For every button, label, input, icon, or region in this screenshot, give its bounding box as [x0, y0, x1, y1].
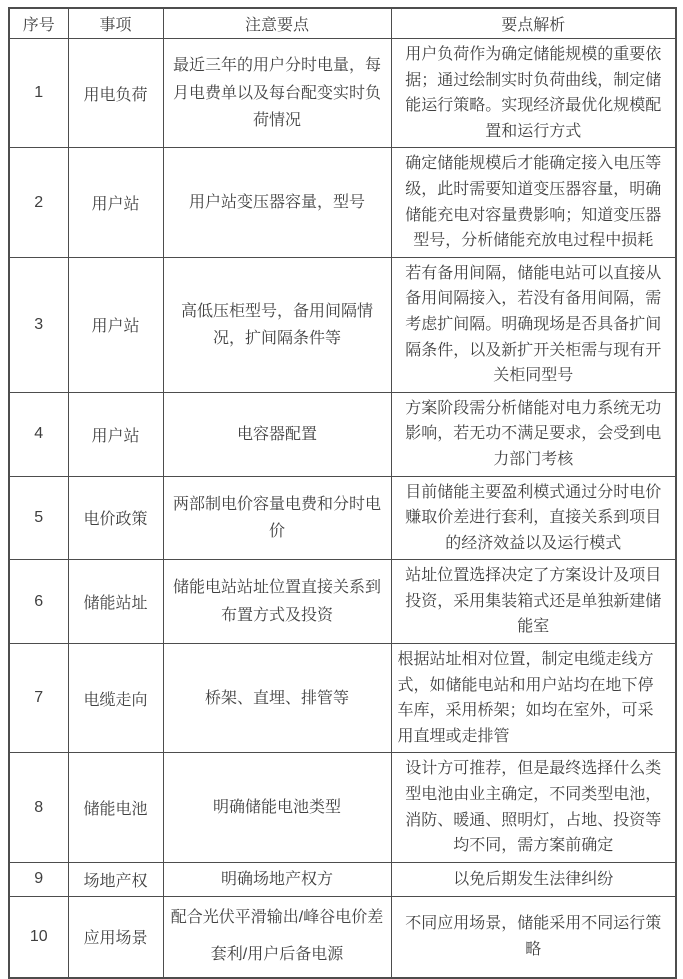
row-number-cell: 10 [9, 897, 68, 978]
header-cell-points: 注意要点 [163, 8, 391, 39]
survey-items-table [8, 7, 677, 979]
points-cell: 储能电站站址位置直接关系到布置方式及投资 [163, 560, 391, 644]
header-cell-number: 序号 [9, 8, 68, 39]
table-row [9, 476, 676, 560]
item-cell: 场地产权 [68, 862, 163, 896]
table-row [9, 897, 676, 978]
table-row [9, 39, 676, 148]
header-row [9, 8, 676, 39]
points-cell: 最近三年的用户分时电量，每月电费单以及每台配变实时负荷情况 [163, 39, 391, 148]
table-row [9, 560, 676, 644]
points-cell: 用户站变压器容量，型号 [163, 148, 391, 257]
item-cell: 应用场景 [68, 897, 163, 978]
item-cell: 储能站址 [68, 560, 163, 644]
analysis-cell: 根据站址相对位置，制定电缆走线方式，如储能电站和用户站均在地下停车库，采用桥架；如均在室外，可采用直埋或走排管 [391, 644, 676, 753]
item-cell: 电价政策 [68, 476, 163, 560]
row-number-cell: 4 [9, 392, 68, 476]
table-row [9, 392, 676, 476]
item-cell: 用电负荷 [68, 39, 163, 148]
analysis-cell: 以免后期发生法律纠纷 [391, 862, 676, 896]
table-row [9, 148, 676, 257]
points-cell: 两部制电价容量电费和分时电价 [163, 476, 391, 560]
analysis-cell: 若有备用间隔，储能电站可以直接从备用间隔接入，若没有备用间隔，需考虑扩间隔。明确现场是否具备扩间隔条件，以及新扩开关柜需与现有开关柜同型号 [391, 257, 676, 392]
row-number-cell: 5 [9, 476, 68, 560]
points-cell: 明确储能电池类型 [163, 753, 391, 862]
analysis-cell: 站址位置选择决定了方案设计及项目投资，采用集装箱式还是单独新建储能室 [391, 560, 676, 644]
row-number-cell: 2 [9, 148, 68, 257]
row-number-cell: 6 [9, 560, 68, 644]
item-cell: 用户站 [68, 257, 163, 392]
row-number-cell: 3 [9, 257, 68, 392]
analysis-cell: 目前储能主要盈利模式通过分时电价赚取价差进行套利，直接关系到项目的经济效益以及运行模式 [391, 476, 676, 560]
points-cell: 电容器配置 [163, 392, 391, 476]
table-row [9, 753, 676, 862]
row-number-cell: 1 [9, 39, 68, 148]
row-number-cell: 7 [9, 644, 68, 753]
item-cell: 储能电池 [68, 753, 163, 862]
header-cell-item: 事项 [68, 8, 163, 39]
table-row [9, 644, 676, 753]
analysis-cell: 不同应用场景，储能采用不同运行策略 [391, 897, 676, 978]
points-cell: 桥架、直埋、排管等 [163, 644, 391, 753]
item-cell: 用户站 [68, 392, 163, 476]
header-cell-analysis: 要点解析 [391, 8, 676, 39]
points-cell: 高低压柜型号，备用间隔情况，扩间隔条件等 [163, 257, 391, 392]
table-row [9, 257, 676, 392]
item-cell: 电缆走向 [68, 644, 163, 753]
row-number-cell: 9 [9, 862, 68, 896]
row-number-cell: 8 [9, 753, 68, 862]
analysis-cell: 用户负荷作为确定储能规模的重要依据；通过绘制实时负荷曲线，制定储能运行策略。实现经济最优化规模配置和运行方式 [391, 39, 676, 148]
points-cell: 明确场地产权方 [163, 862, 391, 896]
points-cell: 配合光伏平滑输出/峰谷电价差套利/用户后备电源 [163, 897, 391, 978]
analysis-cell: 确定储能规模后才能确定接入电压等级，此时需要知道变压器容量，明确储能充电对容量费影响；知道变压器型号，分析储能充放电过程中损耗 [391, 148, 676, 257]
analysis-cell: 方案阶段需分析储能对电力系统无功影响，若无功不满足要求，会受到电力部门考核 [391, 392, 676, 476]
item-cell: 用户站 [68, 148, 163, 257]
analysis-cell: 设计方可推荐，但是最终选择什么类型电池由业主确定，不同类型电池，消防、暖通、照明灯，占地、投资等均不同，需方案前确定 [391, 753, 676, 862]
table-row [9, 862, 676, 896]
